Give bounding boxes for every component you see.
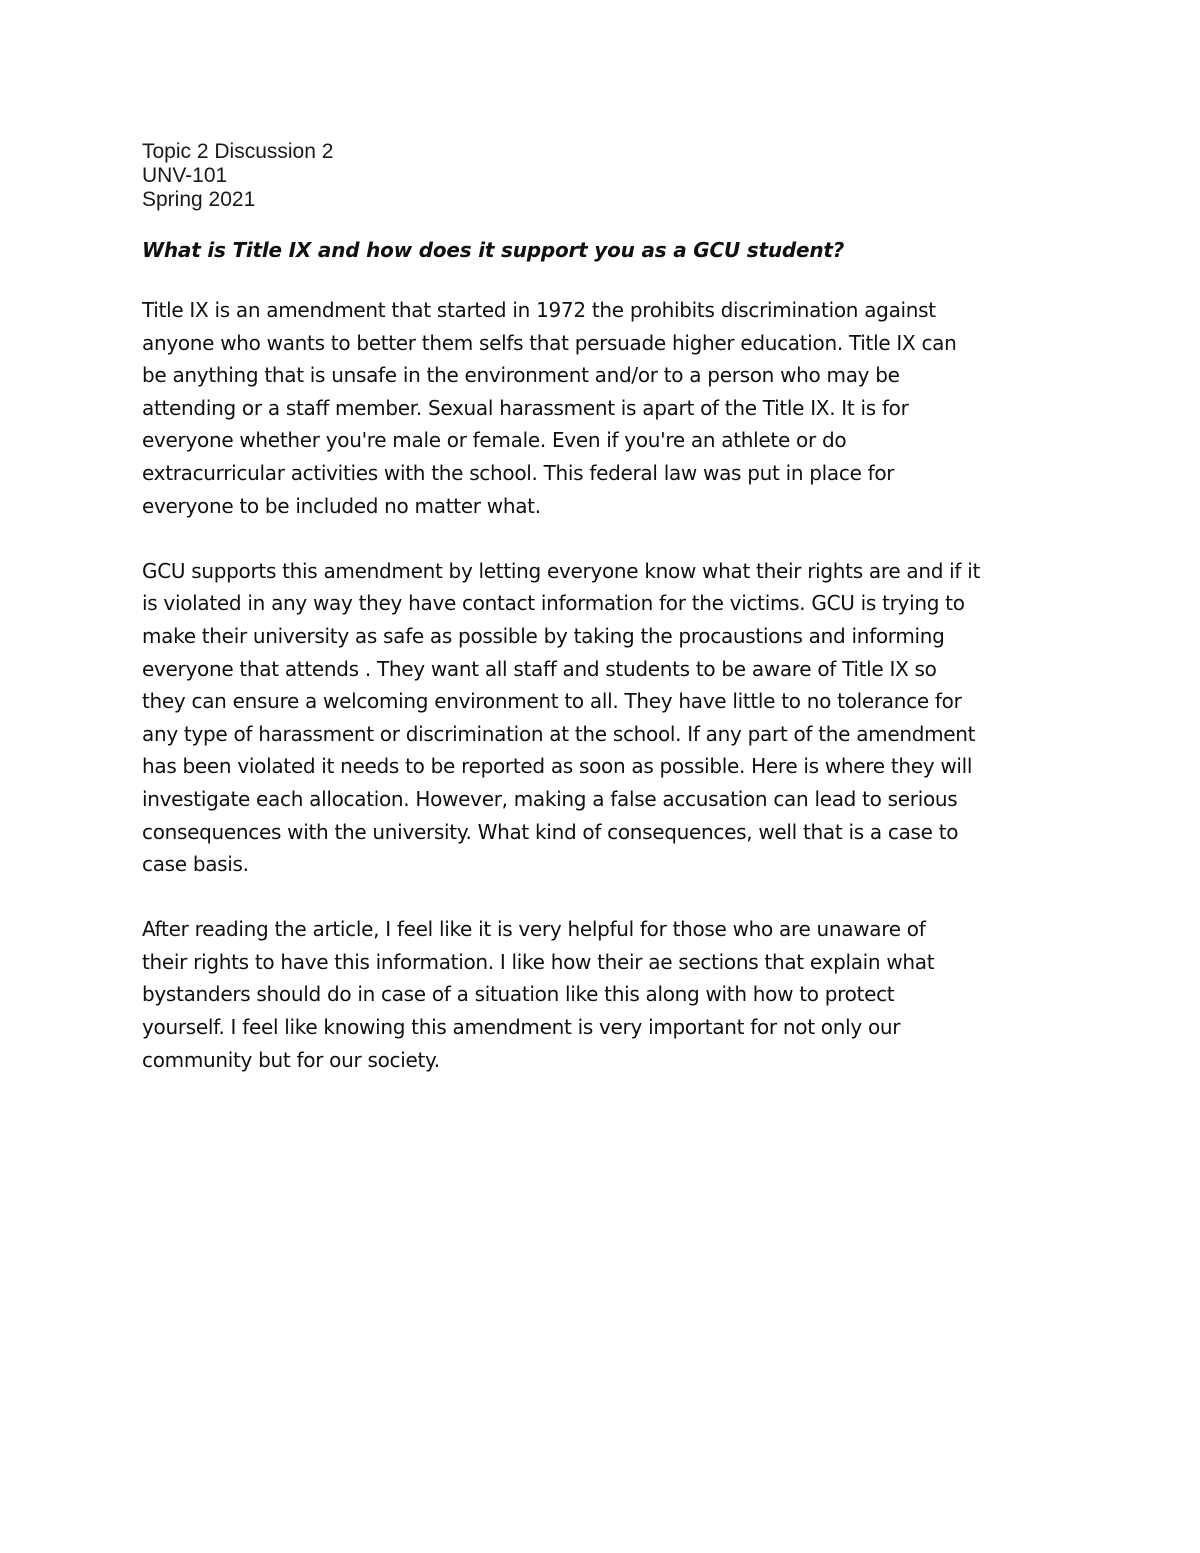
paragraph-line: everyone to be included no matter what. [142,493,541,518]
paragraph-title-ix-overview [142,294,1072,522]
paragraph-line: yourself. I feel like knowing this amendment is very important for not only our [142,1015,901,1040]
paragraph-reflection [142,913,1072,1076]
course-code-line: UNV-101 [142,164,228,187]
discussion-question: What is Title IX and how does it support you as a GCU student? [142,238,845,262]
paragraph-line: has been violated it needs to be reported as soon as possible. Here is where they will [142,754,973,779]
paragraph-line: anyone who wants to better them selfs that persuade higher education. Title IX can [142,330,957,355]
paragraph-line: they can ensure a welcoming environment to all. They have little to no tolerance for [142,689,962,714]
paragraph-line: everyone whether you're male or female. Even if you're an athlete or do [142,428,847,453]
paragraph-line: case basis. [142,852,249,877]
paragraph-line: community but for our society. [142,1047,440,1072]
paragraph-line: After reading the article, I feel like it is very helpful for those who are unaware of [142,917,926,942]
paragraph-line: bystanders should do in case of a situation like this along with how to protect [142,982,895,1007]
paragraph-line: their rights to have this information. I like how their ae sections that explain what [142,949,935,974]
paragraph-line: everyone that attends . They want all staff and students to be aware of Title IX so [142,656,937,681]
paragraph-line: GCU supports this amendment by letting everyone know what their rights are and if it [142,558,981,583]
paragraph-line: consequences with the university. What kind of consequences, well that is a case to [142,819,959,844]
paragraph-line: Title IX is an amendment that started in 1972 the prohibits discrimination against [142,298,936,322]
topic-line: Topic 2 Discussion 2 [142,140,334,163]
document-header [142,140,333,212]
term-line: Spring 2021 [142,188,256,211]
paragraph-line: extracurricular activities with the school. This federal law was put in place for [142,460,895,485]
paragraph-gcu-support [142,555,1072,881]
paragraph-line: be anything that is unsafe in the environment and/or to a person who may be [142,363,900,388]
paragraph-line: is violated in any way they have contact information for the victims. GCU is trying to [142,591,965,616]
paragraph-line: make their university as safe as possible by taking the procaustions and informing [142,623,945,648]
paragraph-line: investigate each allocation. However, making a false accusation can lead to serious [142,786,958,811]
document-body [142,294,1072,1109]
paragraph-line: attending or a staff member. Sexual harassment is apart of the Title IX. It is for [142,395,909,420]
paragraph-line: any type of harassment or discrimination at the school. If any part of the amendment [142,721,976,746]
